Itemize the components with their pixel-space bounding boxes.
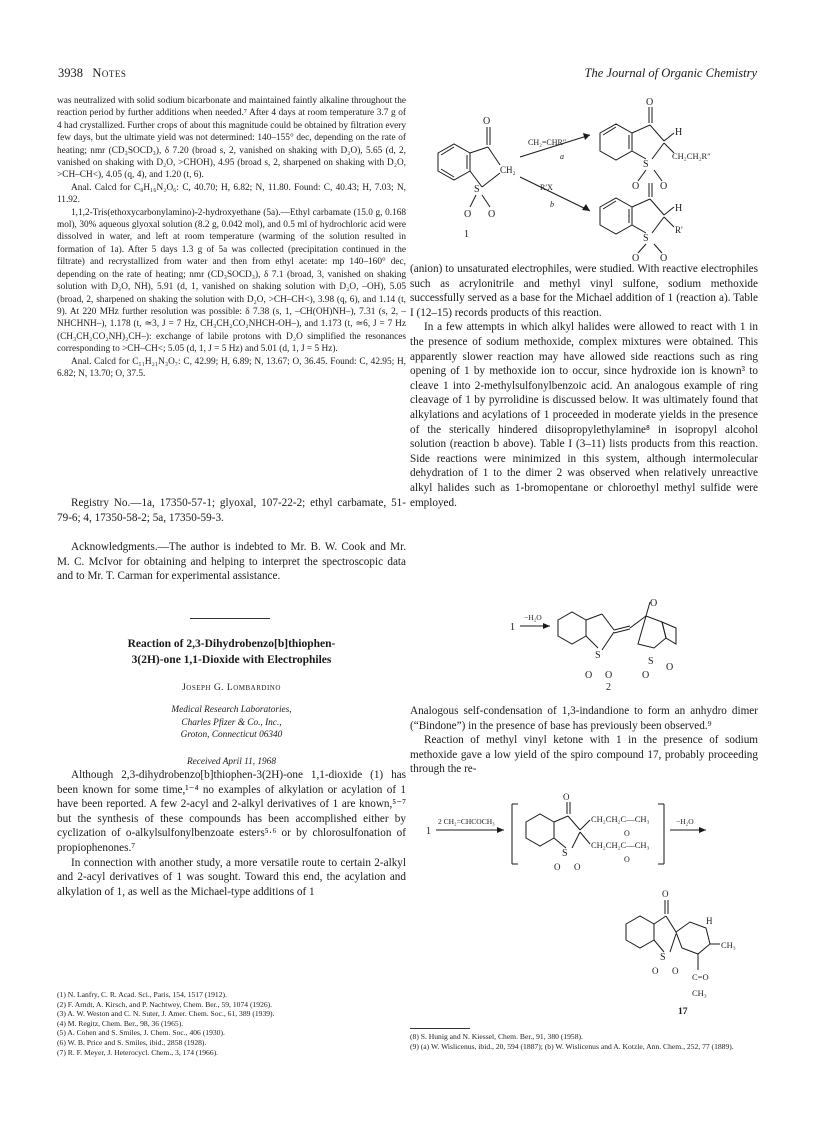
footnote: (5) A. Cohen and S. Smiles, J. Chem. Soc., 406 (1930). [57,1028,225,1038]
article-heading [57,636,406,768]
oxygen-label: O [488,209,496,220]
paragraph: Although 2,3-dihydrobenzo[b]thiophen-3(2H)-one 1,1-dioxide (1) has been known for some time,¹⁻⁴ no examples of alkylation or acylation of 1 have been reported. A few 2-acyl and 2-alkyl derivatives of 1 are known,⁵⁻⁷ but the synthesis of these compounds has been accomplished either by cyclization of o-alkylsulfonylbenzoate esters⁵·⁶ or by chlorosulfonation of propiophenones.⁷ [57,769,406,854]
affiliation-line3: Groton, Connecticut 06340 [180,730,283,741]
oxygen-label: O [624,855,630,864]
sulfur-label: S [648,656,654,667]
substituent-label: CH₂CH₂C—CH₃ [591,840,650,850]
running-header [0,66,813,82]
oxygen-label: O [554,862,561,872]
divider [190,618,270,619]
paragraph: In connection with another study, a more versatile route to certain 2-alkyl and 2-acyl derivatives of 1 was sought. Toward this end, the acylation and alkylation of 1, as well as the Michael-type additions of 1 [57,856,406,898]
procedure-paragraph: 1,1,2-Tris(ethoxycarbonylamino)-2-hydroxyethane (5a).—Ethyl carbamate (15.0 g, 0.168 mol), 30% aqueous glyoxal solution (8.2 g, 0.042 mol), and 0.5 ml of hydrochloric acid were dissolved in water, and left at room temperature (warming of the solution resulted in formation of 1a). After 5 days 1.3 g of 5a was collected (precipitation continued in the filtrate) and recrystallized from water and then from ethyl acetate: mp 140–160° dec, depending on the rate of heating; nmr (CD₃SOCD₃), δ 7.1 (broad, 3, vanished on shaking solution with D₂O, NH), 5.91 (d, 1, vanished on shaking solution with D₂O, –OH), 5.05 (broad, 2, sharpened on shaking the solution with D₂O, >CH–CH<), 3.98 (q, 6), and 1.14 (t, 9). At 220 MHz further resolution was possible: δ 7.38 (s, 1, –CH(OH)NH–), 7.31 (s, 2, –NHCHNH–), 1.178 (t, ≃3, J = 7 Hz, CH₃CH₂CO₂NHCH-OH–), and 1.173 (t, ≃6, J = 7 Hz (CH₃CH₂CO₂NH)₂CH–): exchange of labile protons with D₂O simplified the resonances corresponding to >CH–CH<; 5.05 (d, 1, J = 5 Hz) and 5.01 (d, 1, J = 5 Hz). [57,207,406,355]
ch2-label: CH₂ [500,165,516,175]
reagent: −H₂O [676,817,694,826]
article-title-line2: 3(2H)-one 1,1-Dioxide with Electrophiles [131,654,332,666]
substituent-label: R′ [675,225,683,235]
substituent-label: CH₂CH₂C—CH₃ [591,814,650,824]
h-label: H [706,916,713,926]
product-a-structure [600,97,711,192]
footnote: (7) R. F. Meyer, J. Heterocycl. Chem., 3, 174 (1966). [57,1047,219,1057]
article-body-left [57,768,406,899]
reaction-arrow-b [520,177,590,211]
paragraph: Reaction of methyl vinyl ketone with 1 in the presence of sodium methoxide gave a low yield of the spiro compound 17, probably proceeding through the re- [410,734,758,776]
oxygen-label: O [662,889,669,899]
sulfur-label: S [562,848,568,859]
spiro-compound-17-structure [626,889,736,998]
reaction-scheme-2 [410,598,758,698]
article-body-right [410,262,758,510]
received-date: Received April 11, 1968 [187,756,276,767]
oxygen-label: O [624,829,630,838]
acknowledgments: Acknowledgments.—The author is indebted to Mr. B. W. Cook and Mr. M. C. McIvor for obtaining and helping to interpret the spectroscopic data and to Mr. T. Carman for experimental assistance. [57,541,406,583]
compound-1-structure [438,116,516,240]
oxygen-label: O [652,966,659,976]
compound-number: 17 [678,1007,688,1017]
reagent-b: R′X [540,183,553,192]
reaction-letter-b: b [550,200,554,209]
paragraph: (anion) to unsaturated electrophiles, were studied. With reactive electrophiles such as acrylonitrile and methyl vinyl sulfone, sodium methoxide successfully served as a base for the Michael addition of 1 (reaction a). Table I (12–15) records products of this reaction. [410,263,758,319]
left-column-top [57,95,406,380]
oxygen-label: O [642,670,650,681]
dimer-2-structure [558,598,676,681]
footnote: (1) N. Lanfry, C. R. Acad. Sci., Paris, 154, 1517 (1912). [57,990,227,999]
footnote: (6) W. B. Price and S. Smiles, ibid., 2858 (1928). [57,1037,207,1047]
affiliation-line1: Medical Research Laboratories, [171,705,292,716]
oxygen-label: O [574,862,581,872]
intermediate-structure [526,792,650,872]
registry-numbers: Registry No.—1a, 17350-57-1; glyoxal, 107-22-2; ethyl carbamate, 51-79-6; 4, 17350-58-2; 5a, 17350-59-3. [57,497,406,524]
compound-number: 1 [464,229,469,240]
start-compound: 1 [426,826,431,837]
reaction-scheme-3 [410,792,758,1022]
reagent-a: CH₂=CHR″ [528,138,567,147]
start-compound: 1 [510,622,515,633]
footnote: (8) S. Hunig and N. Kiessel, Chem. Ber., 91, 380 (1958). [410,1032,583,1041]
oxygen-label: O [585,670,593,681]
oxygen-label: O [483,116,491,127]
oxygen-label: O [605,670,613,681]
oxygen-label: O [666,662,674,673]
footnote: (9) (a) W. Wislicenus, ibid., 20, 594 (1887); (b) W. Wislicenus and A. Kotzle, Ann. Chem., 252, 77 (1889). [410,1041,734,1051]
affiliation-line2: Charles Pfizer & Co., Inc., [181,717,282,728]
oxygen-label: O [672,966,679,976]
analysis-paragraph: Anal. Calcd for C₁₁H₂₁N₃O₇: C, 42.99; H, 6.89; N, 13.67; O, 36.45. Found: C, 42.95; H, 6.82; N, 13.70; O, 37.5. [57,356,406,379]
page-number: 3938 Notes [58,66,127,80]
paragraph: was neutralized with solid sodium bicarbonate and maintained faintly alkaline throughout the reaction period by further additions when needed.⁷ After 4 days at room temperature 3.7 g of 4 had crystallized. Further crops of about this magnitude could be obtained by filtration every few days, but the ultimate yield was not determined: 140–155° dec, depending on the rate of heating; nmr (CD₃SOCD₃), δ 7.20 (broad s, 2, vanished on shaking with D₂O), 5.65 (d, 2, vanished on shaking with D₂O, >CHOH), 4.95 (broad s, 2, sharpened on shaking with D₂O, >CH–CH<), 4.05 (q, 4), and 1.20 (t, 6). [57,96,406,181]
sulfur-label: S [643,233,649,244]
oxygen-label: O [660,181,668,192]
sulfur-label: S [595,650,601,661]
methyl-label: CH₃ [692,988,707,998]
oxygen-label: O [464,209,472,220]
carbonyl-label: C=O [692,972,709,982]
oxygen-label: O [650,598,658,609]
paragraph: In a few attempts in which alkyl halides were allowed to react with 1 in the presence of sodium methoxide, complex mixtures were obtained. This apparently slower reaction may have allowed side reactions such as ring opening of 1 by methoxide ion to occur, since hydroxide ion is known³ to cleave 1 into 2-methylsulfonylbenzoic acid. An analogous example of ring cleavage of 1 by pyrrolidine is discussed below. It was ultimately found that alkylations and acylations of 1 proceeded in moderate yields in the presence of the sterically hindered diisopropylethylamine⁸ in isopropyl alcohol solution (reaction b above). Table I (3–11) lists products from this reaction. Side reactions were minimized in this system, although intermolecular dehydration of 1 to the dimer 2 was observed when relatively unreactive alkyl halides such as 1-bromopentane or chloroethyl methyl sulfide were employed. [410,321,758,509]
article-title-line1: Reaction of 2,3-Dihydrobenzo[b]thiophen- [127,638,336,650]
oxygen-label: O [563,792,570,802]
footnote: (4) M. Regitz, Chem. Ber., 98, 36 (1965). [57,1018,184,1028]
h-label: H [675,203,683,214]
substituent-label: CH₂CH₂R″ [672,151,711,161]
reaction-scheme-1 [410,95,758,265]
article-body-right-2 [410,704,758,777]
footnotes-left [57,990,406,1057]
divider [410,1028,470,1029]
sulfur-label: S [643,159,649,170]
paragraph: Analogous self-condensation of 1,3-indandione to form an anhydro dimer (“Bindone”) in the presence of base has previously been observed.⁹ [410,705,758,732]
footnote: (2) F. Arndt, A. Kirsch, and P. Nachtwey, Chem. Ber., 59, 1074 (1926). [57,999,273,1009]
sulfur-label: S [660,952,666,963]
oxygen-label: O [632,253,640,264]
oxygen-label: O [660,253,668,264]
h-label: H [675,127,683,138]
methyl-label: CH₃ [721,940,736,950]
oxygen-label: O [632,181,640,192]
sulfur-label: S [474,184,480,195]
reagent: 2 CH₂=CHCOCH₃ [438,817,495,826]
product-b-structure [600,183,683,264]
reaction-letter-a: a [560,152,564,161]
footnote: (3) A. W. Weston and C. N. Suter, J. Amer. Chem. Soc., 61, 389 (1939). [57,1009,275,1019]
analysis-paragraph: Anal. Calcd for C₈H₁₆N₂O₆: C, 40.70; H, 6.82; N, 11.80. Found: C, 40.43; H, 7.03; N, 11.92. [57,182,406,206]
author: Joseph G. Lombardino [182,683,281,693]
compound-number: 2 [606,682,611,693]
journal-name: The Journal of Organic Chemistry [584,66,757,80]
oxygen-label: O [646,97,654,108]
reagent: −H₂O [524,613,542,622]
footnotes-right [410,1032,758,1051]
